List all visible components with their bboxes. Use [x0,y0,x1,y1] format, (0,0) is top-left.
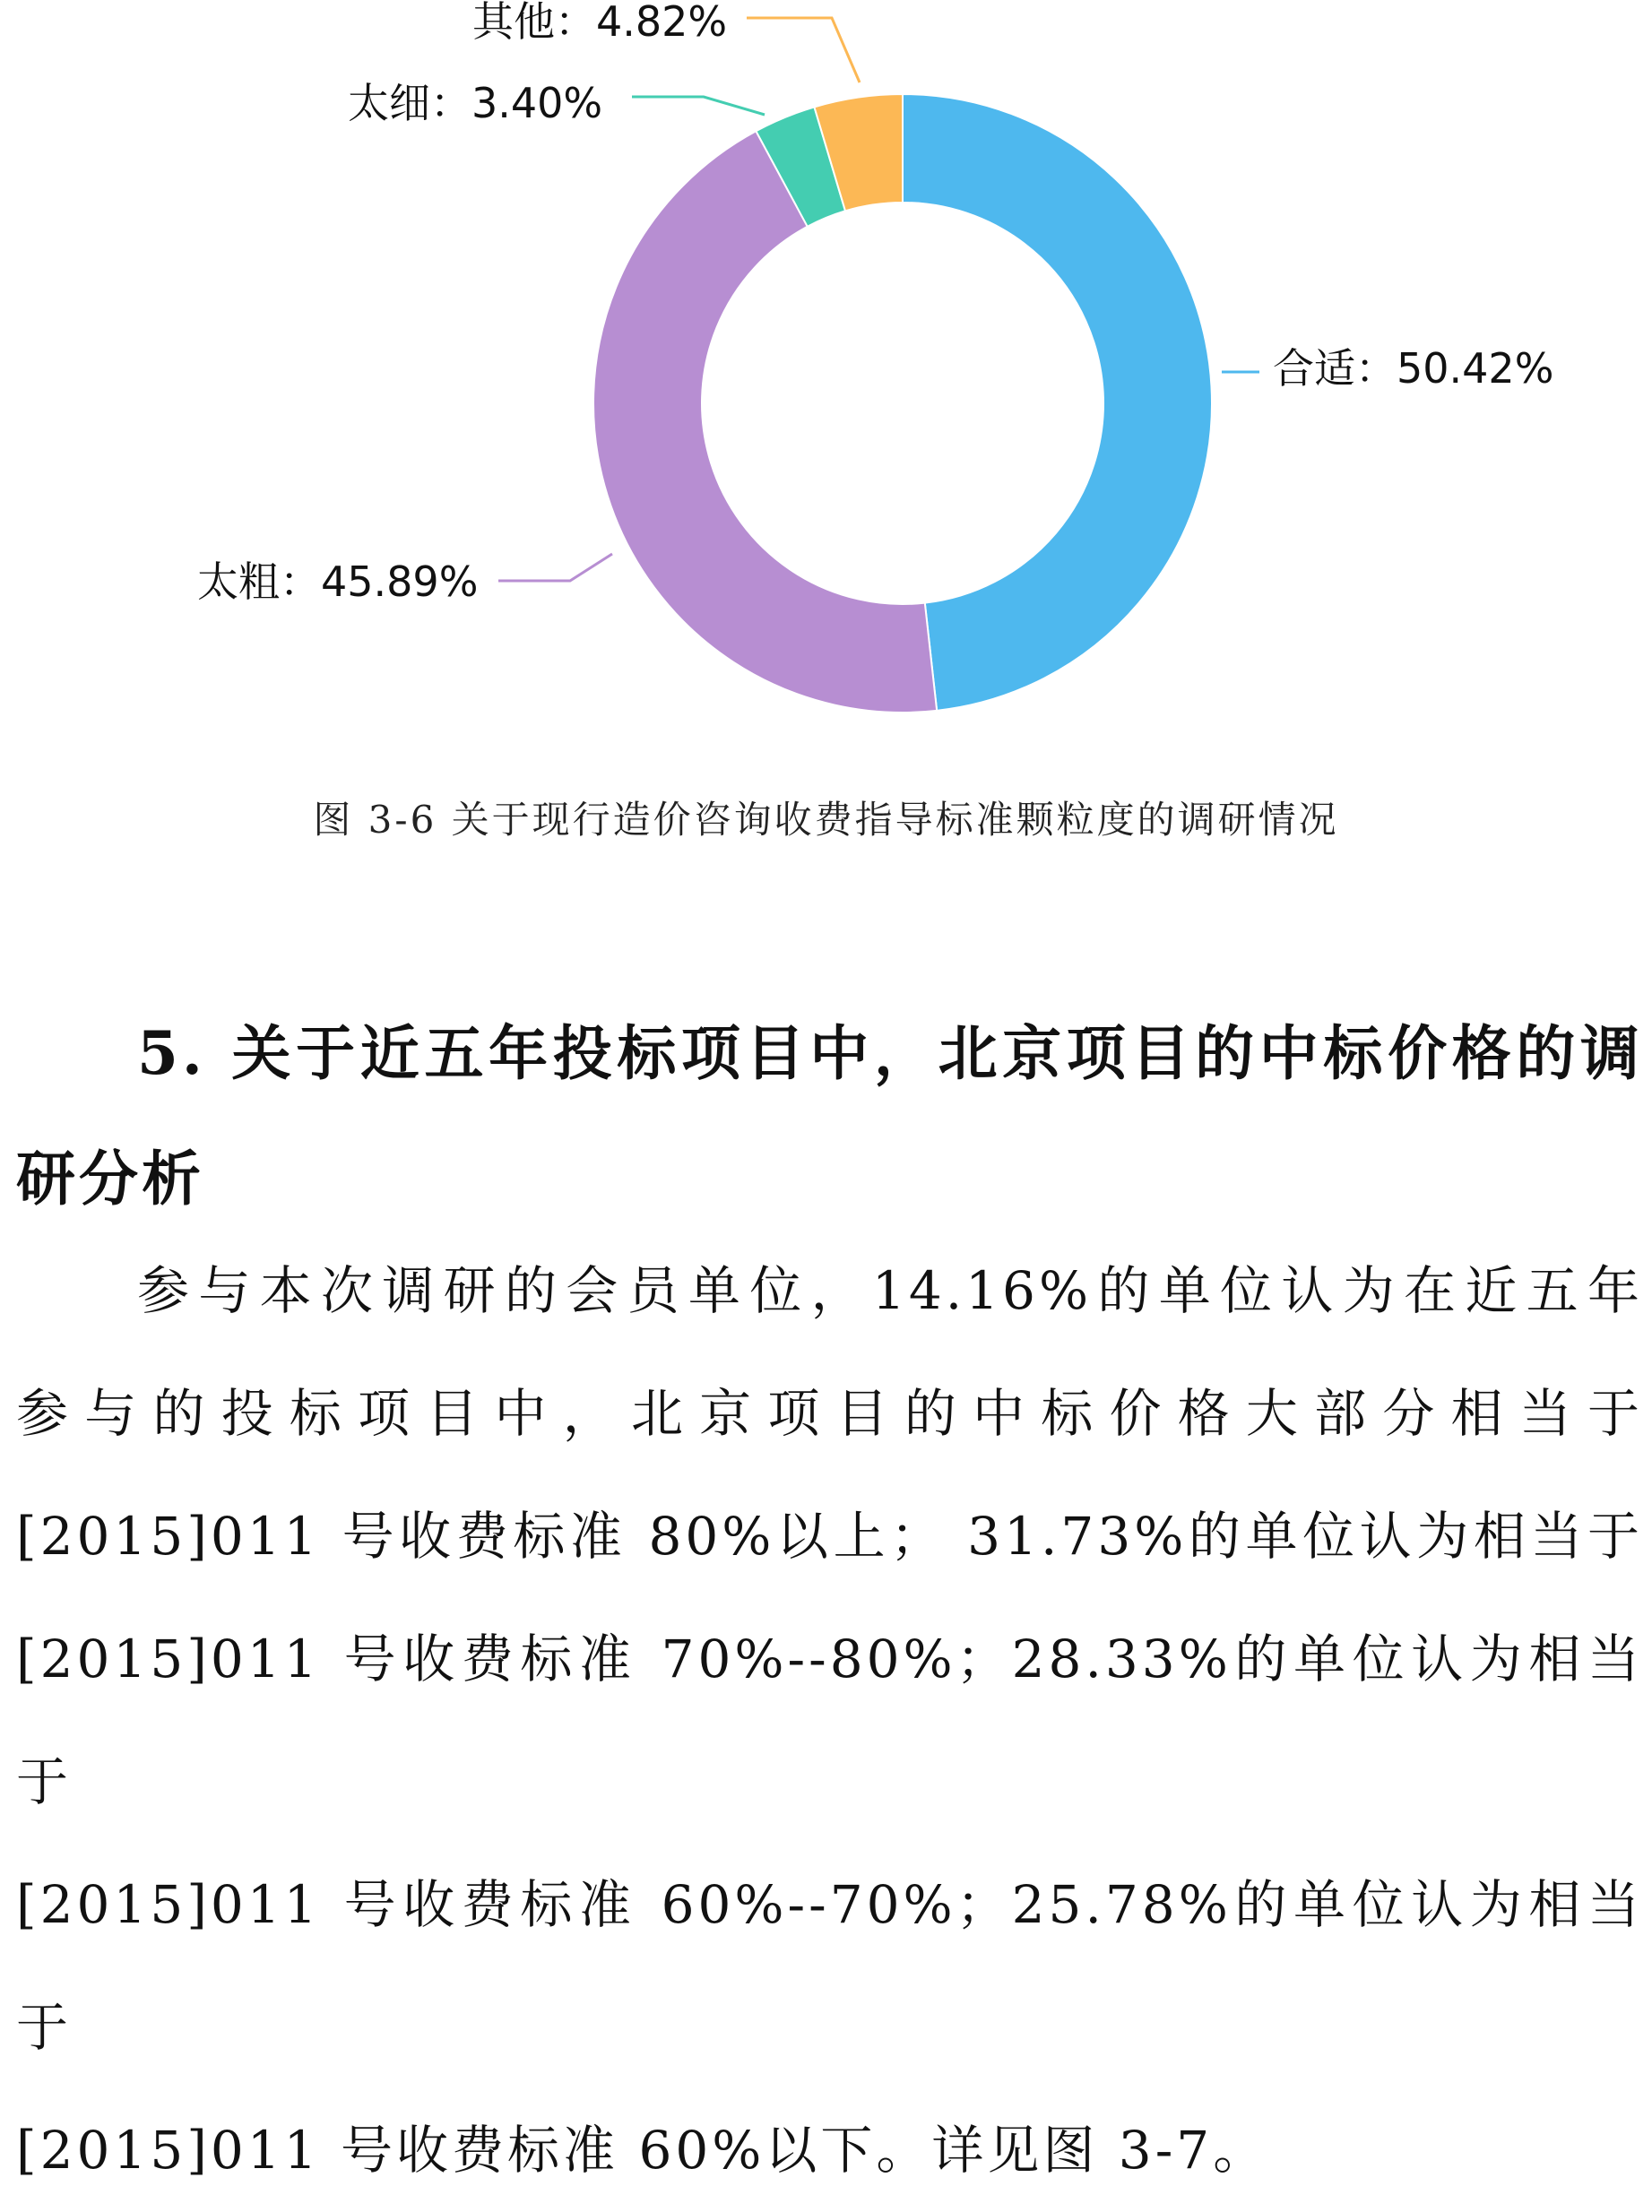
slice-heshi [903,94,1212,711]
paragraph-line: [2015]011 号收费标准 60%以下。详见图 3-7。 [16,2120,1269,2181]
donut-slices [593,94,1212,713]
donut-chart [0,0,1652,771]
slice-label-heshi: 合适：50.42% [1273,344,1554,393]
slice-label-taixi: 太细：3.40% [348,79,603,127]
slice-label-taicu: 太粗：45.89% [197,557,479,606]
paragraph-line: [2015]011 号收费标准 60%--70%；25.78%的单位认为相当于 [16,1874,1643,2058]
body-paragraph [16,1230,1643,2212]
paragraph-line: 参与的投标项目中，北京项目的中标价格大部分相当于 [16,1383,1643,1444]
paragraph-line: 参与本次调研的会员单位，14.16%的单位认为在近五年 [137,1260,1643,1321]
paragraph-line: [2015]011 号收费标准 70%--80%；28.33%的单位认为相当于 [16,1629,1643,1812]
leader-taixi [632,97,765,115]
leader-qita [747,18,860,82]
leader-taicu [498,554,612,581]
figure-caption: 图 3-6 关于现行造价咨询收费指导标准颗粒度的调研情况 [313,798,1339,842]
slice-labels [197,0,1553,606]
section-heading: 5. 关于近五年投标项目中，北京项目的中标价格的调研分析 [16,1018,1643,1214]
slice-taicu [593,131,937,713]
paragraph-line: [2015]011 号收费标准 80%以上； 31.73%的单位认为相当于 [16,1506,1643,1567]
slice-label-qita: 其他：4.82% [472,0,728,46]
